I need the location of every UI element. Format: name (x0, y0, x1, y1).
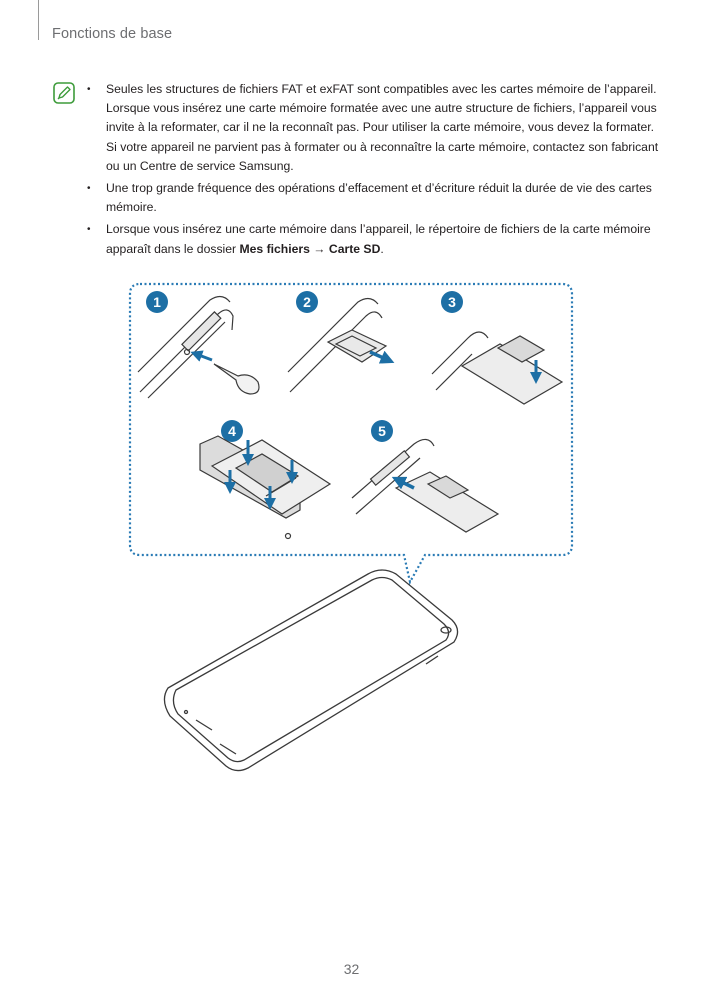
folder-name: Mes fichiers (239, 241, 310, 256)
callout-frame (130, 284, 572, 582)
svg-text:3: 3 (448, 294, 456, 310)
step-3-drawing (432, 332, 562, 404)
step-badge-3 (441, 291, 463, 313)
section-title: Fonctions de base (52, 26, 173, 42)
svg-text:4: 4 (228, 423, 236, 439)
svg-text:1: 1 (153, 294, 161, 310)
step-5-drawing (352, 439, 498, 532)
note-item: • Seules les structures de fichiers FAT et exFAT sont compatibles avec les cartes mémoire de l’appareil. Lorsque vous insérez une carte mémoire formatée avec une autre structure de fichiers, l’appareil vous invite à la reformater, car il ne la reconnaît pas. Pour utiliser la carte mémoire, vous devez la formater. Si votre appareil ne parvient pas à formater ou à reconnaître la carte mémoire, contactez son fabricant ou un Centre de service Samsung. (87, 82, 659, 173)
subfolder-name: Carte SD (328, 241, 381, 256)
step-badge-4 (221, 420, 243, 442)
step-badge-2 (296, 291, 318, 313)
note-item: • Une trop grande fréquence des opérations d’effacement et d’écriture réduit la durée de vie des cartes mémoire. (87, 181, 652, 215)
svg-text:5: 5 (378, 423, 386, 439)
step-2-drawing (288, 298, 388, 392)
step-4-drawing (200, 436, 330, 539)
step-badge-1 (146, 291, 168, 313)
page-number: 32 (343, 961, 360, 977)
phone-drawing (164, 570, 457, 771)
step-badge-5 (371, 420, 393, 442)
note-item: • Lorsque vous insérez une carte mémoire dans l’appareil, le répertoire de fichiers de la carte mémoire apparaît dans le dossier Mes fichiers → Carte SD. (87, 222, 651, 256)
svg-text:2: 2 (303, 294, 311, 310)
